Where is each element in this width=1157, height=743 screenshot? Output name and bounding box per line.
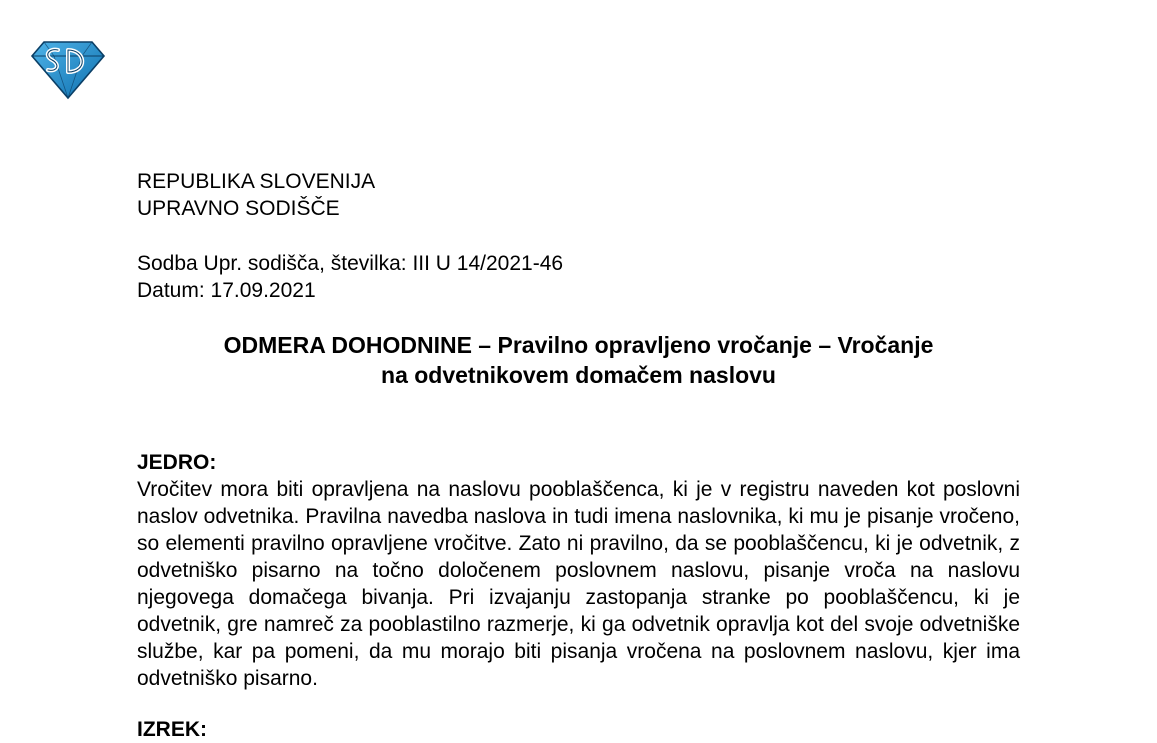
jedro-heading: JEDRO: [137, 451, 217, 474]
header-court: UPRAVNO SODIŠČE [137, 197, 340, 220]
izrek-heading: IZREK: [137, 718, 207, 741]
court-header [137, 168, 1020, 222]
decision-date: Datum: 17.09.2021 [137, 279, 316, 302]
case-metadata [137, 250, 1020, 304]
case-number: Sodba Upr. sodišča, številka: III U 14/2021-46 [137, 252, 564, 275]
izrek-section [137, 716, 1020, 743]
diamond-emblem-icon [30, 38, 106, 100]
court-logo [30, 38, 106, 100]
document-title [137, 330, 1020, 390]
jedro-body: Vročitev mora biti opravljena na naslovu pooblaščenca, ki je v registru naveden kot poslovni naslov odvetnika. Pravilna navedba naslova in tudi imena naslovnika, ki mu je pisanje vročeno, so elementi pravilno opravljene vročitve. Zato ni pravilno, da se pooblaščencu, ki je odvetnik, z odvetniško pisarno na točno določenem poslovnem naslovu, pisanje vroča na naslovu njegovega domačega bivanja. Pri izvajanju zastopanja stranke po pooblaščencu, ki je odvetnik, gre namreč za pooblastilno razmerje, ki ga odvetnik opravlja kot del svoje odvetniške službe, kar pa pomeni, da mu morajo biti pisanja vročena na poslovnem naslovu, kjer ima odvetniško pisarno. [137, 478, 1020, 690]
jedro-section [137, 449, 1020, 692]
header-republic: REPUBLIKA SLOVENIJA [137, 170, 376, 193]
title-line-1: ODMERA DOHODNINE – Pravilno opravljeno vročanje – Vročanje [223, 332, 934, 358]
title-line-2: na odvetnikovem domačem naslovu [381, 362, 776, 388]
